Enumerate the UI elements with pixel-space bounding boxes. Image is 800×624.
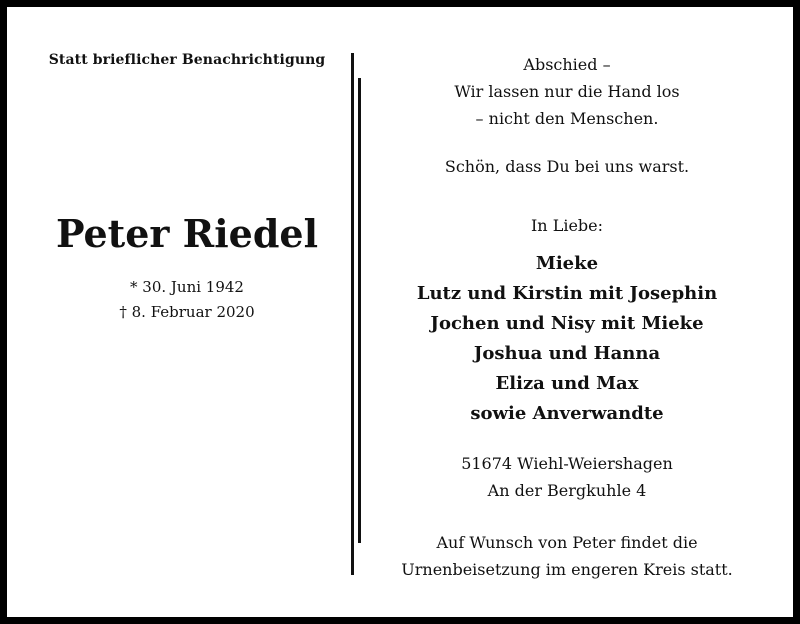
- life-dates: [17, 275, 357, 325]
- header-note: Statt brieflicher Benachrichtigung: [48, 52, 326, 68]
- notice-line: Urnenbeisetzung im engeren Kreis statt.: [401, 560, 733, 579]
- mourner-entry: Mieke: [535, 253, 599, 274]
- mourners-list: [367, 249, 767, 429]
- mourner-entry: Lutz und Kirstin mit Josephin: [416, 283, 718, 304]
- farewell-verse: [367, 51, 767, 132]
- family-address: [367, 450, 767, 504]
- verse-line: Abschied –: [523, 55, 611, 74]
- left-column: [17, 7, 357, 617]
- mourner-entry: Eliza und Max: [495, 373, 639, 394]
- mourner-entry: Joshua und Hanna: [473, 343, 661, 364]
- verse-line: – nicht den Menschen.: [475, 109, 659, 128]
- address-line: 51674 Wiehl-Weiershagen: [461, 454, 673, 473]
- death-date: † 8. Februar 2020: [119, 303, 255, 321]
- divider-line-inner: [358, 78, 361, 543]
- right-column: [367, 7, 767, 617]
- birth-date: * 30. Juni 1942: [130, 278, 244, 296]
- address-line: An der Bergkuhle 4: [487, 481, 647, 500]
- burial-notice: [367, 529, 767, 583]
- deceased-name: Peter Riedel: [55, 211, 319, 256]
- notice-line: Auf Wunsch von Peter findet die: [436, 533, 698, 552]
- verse-closing: Schön, dass Du bei uns warst.: [444, 157, 690, 176]
- in-love-label: In Liebe:: [530, 216, 604, 235]
- mourner-entry: sowie Anverwandte: [470, 403, 664, 424]
- verse-line: Wir lassen nur die Hand los: [454, 82, 680, 101]
- divider-line-outer: [351, 53, 354, 575]
- mourner-entry: Jochen und Nisy mit Mieke: [430, 313, 704, 334]
